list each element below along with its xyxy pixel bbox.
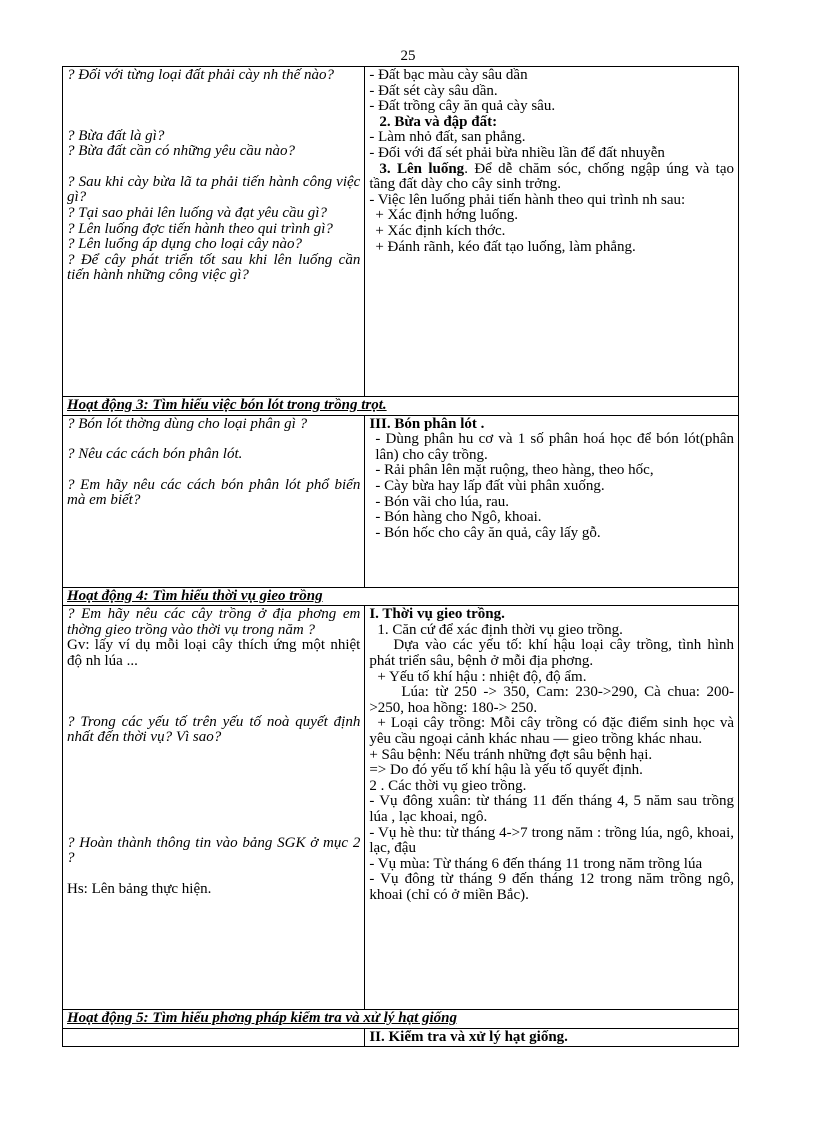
teacher-questions-cell [63,67,365,397]
content-line [369,162,734,193]
table-row [63,606,739,1010]
table-row [63,587,739,606]
content-line: - Bón hàng cho Ngô, khoai. [375,509,542,526]
question: ? Đối với từng loại đất phải cày nh thế nào? [67,67,334,83]
content-line: - Đất bạc màu cày sâu dần [369,67,528,83]
content-line: - Vụ hè thu: từ tháng 4->7 trong năm : trồng lúa, ngô, khoai, lạc, đậu [369,824,734,857]
question: ? Tại sao phải lên luống và đạt yêu cầu gì? [67,204,327,221]
content-line: Lúa: từ 250 -> 350, Cam: 230->290, Cà chua: 200->250, hoa hồng: 180-> 250. [369,684,734,716]
question: ? Để cây phát triển tốt sau khi lên luống cần tiến hành những công việc gì? [67,251,361,284]
content-line: - Cày bừa hay lấp đất vùi phân xuống. [375,477,605,494]
content-line: - Bón vãi cho lúa, rau. [375,493,510,510]
activity-4-heading: Hoạt động 4: Tìm hiểu thời vụ gieo trồng [63,587,739,606]
content-line: - Đất sét cày sâu dần. [369,82,498,99]
table-row [63,1010,739,1029]
content-line: - Đối với đấ sét phải bừa nhiều lần để đất nhuyễn [369,144,665,161]
question: ? Hoàn thành thông tin vào bảng SGK ở mục 2 ? [67,834,361,867]
content-line: + Yếu tố khí hậu : nhiệt độ, độ ẩm. [377,668,587,685]
content-text: . Để dễ chăm sóc, chống ngập úng và tạo tầng đất dày cho cây sinh trởng. [369,160,734,193]
content-line: + Xác định kích thớc. [375,222,506,239]
content-line: - Làm nhỏ đất, san phẳng. [369,129,526,146]
question: ? Bón lót thờng dùng cho loại phân gì ? [67,415,308,432]
table-row [63,67,739,397]
content-line: 1. Căn cứ để xác định thời vụ gieo trồng. [377,621,623,638]
content-line: - Vụ đông xuân: từ tháng 11 đến tháng 4, 5 năm sau trồng lúa , lạc khoai, ngô. [369,793,734,825]
question: ? Em hãy nêu các cây trồng ở địa phơng em thờng gieo trồng vào thời vụ trong năm ? [67,606,361,638]
question: ? Lên luống đợc tiến hành theo qui trình gì? [67,220,333,237]
question: ? Em hãy nêu các cách bón phân lót phổ biến mà em biết? [67,476,361,509]
table-row [63,1028,739,1047]
teacher-questions-cell [63,1028,365,1047]
question: ? Nêu các cách bón phân lót. [67,446,243,463]
content-cell [365,67,739,397]
content-line: - Vụ mùa: Từ tháng 6 đến tháng 11 trong năm trồng lúa [369,855,703,872]
content-line: 2 . Các thời vụ gieo trồng. [369,777,527,794]
content-line: - Việc lên luống phải tiến hành theo qui trình nh sau: [369,191,686,208]
table-row [63,415,739,587]
content-line: - Vụ đông từ tháng 9 đến tháng 12 trong năm trồng ngô, khoai (chỉ có ở miền Bắc). [369,871,734,903]
activity-3-heading: Hoạt động 3: Tìm hiểu việc bón lót trong trồng trọt. [63,397,739,416]
page-number: 25 [400,48,416,64]
teacher-questions-cell [63,415,365,587]
question: ? Bừa đất là gì? [67,127,165,144]
content-line: + Sâu bệnh: Nếu tránh những đợt sâu bệnh hại. [369,746,653,763]
teacher-questions-cell [63,606,365,1010]
content-line: Dựa vào các yếu tố: khí hậu loại cây trồng, tình hình phát triển sâu, bệnh ở mỗi địa phơng. [369,637,734,669]
section-heading: III. Bón phân lót . [369,415,485,432]
content-line: - Dùng phân hu cơ và 1 số phân hoá học để bón lót(phân lân) cho cây trồng. [375,431,734,463]
content-cell [365,606,739,1010]
activity-5-heading: Hoạt động 5: Tìm hiểu phơng pháp kiểm tra và xử lý hạt giống [63,1010,739,1029]
content-line: => Do đó yếu tố khí hậu là yếu tố quyết định. [369,762,643,779]
content-line: + Loại cây trồng: Mỗi cây trồng có đặc điểm sinh học và yêu cầu ngoại cảnh khác nhau — gieo trồng khác nhau. [369,715,734,747]
lesson-table [62,66,739,1047]
content-line: - Đất trồng cây ăn quả cày sâu. [369,98,556,115]
content-line: - Bón hốc cho cây ăn quả, cây lấy gỗ. [375,524,601,541]
question: ? Bừa đất cần có những yêu cầu nào? [67,143,295,160]
section-heading: 2. Bừa và đập đất: [379,113,498,130]
section-heading: I. Thời vụ gieo trồng. [369,606,505,623]
section-heading: II. Kiểm tra và xử lý hạt giống. [369,1028,568,1045]
content-line: - Rải phân lên mặt ruộng, theo hàng, theo hốc, [375,462,654,479]
section-heading: 3. Lên luống [379,160,465,177]
content-line: + Đánh rãnh, kéo đất tạo luống, làm phẳng. [375,238,636,255]
question: ? Trong các yếu tố trên yếu tố noà quyết định nhất đến thời vụ? Vì sao? [67,713,361,746]
question: ? Sau khi cày bừa lã ta phải tiến hành công việc gì? [67,173,361,206]
student-note: Hs: Lên bảng thực hiện. [67,880,212,897]
question: ? Lên luống áp dụng cho loại cây nào? [67,236,302,253]
table-row [63,397,739,416]
content-line: + Xác định hớng luống. [375,207,518,224]
content-cell [365,1028,739,1047]
content-cell [365,415,739,587]
teacher-note: Gv: lấy ví dụ mỗi loại cây thích ứng một nhiệt độ nh lúa ... [67,637,361,669]
